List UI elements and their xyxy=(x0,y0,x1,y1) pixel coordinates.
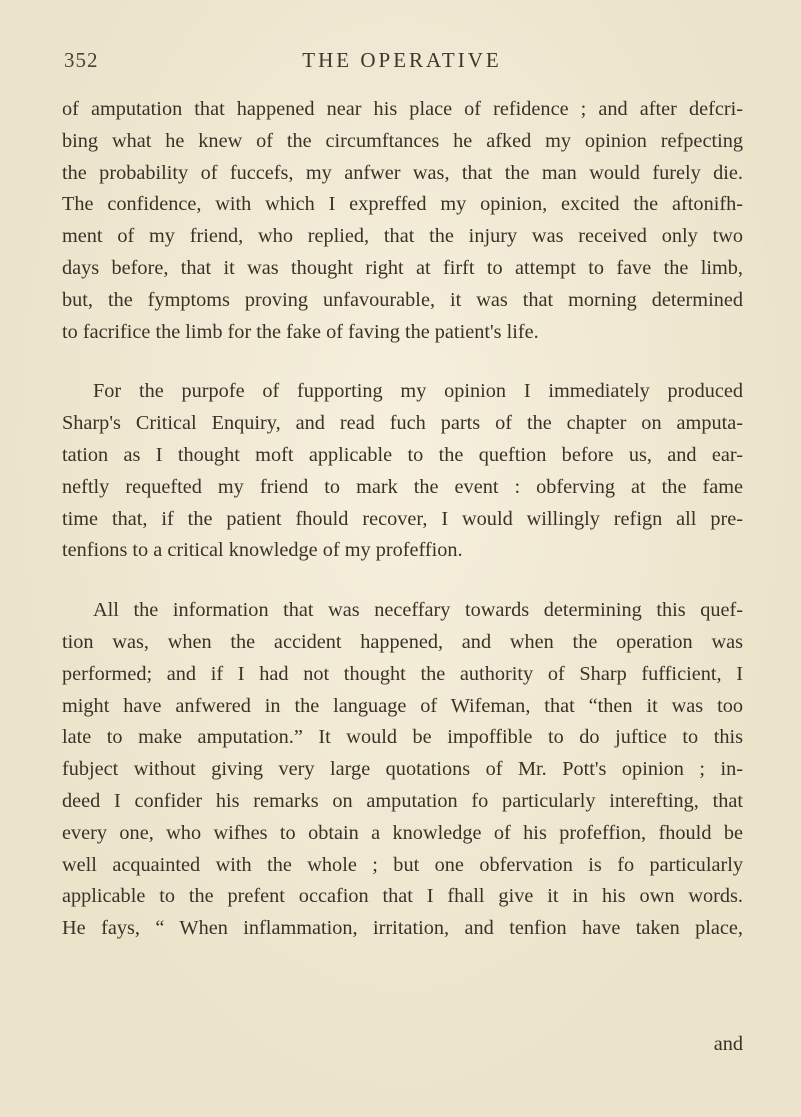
text-line: well acquainted with the whole ; but one obfervation is fo particularly xyxy=(62,853,743,876)
text-line: every one, who wifhes to obtain a knowledge of his profeffion, fhould be xyxy=(62,821,743,844)
text-line: late to make amputation.” It would be impoffible to do juftice to this xyxy=(62,726,743,749)
text-line: ment of my friend, who replied, that the injury was received only two xyxy=(62,225,743,248)
page-header xyxy=(62,48,742,82)
text-line: For the purpofe of fupporting my opinion I immediately produced xyxy=(93,380,743,403)
paragraph-3 xyxy=(62,595,743,945)
text-line: to facrifice the limb for the fake of faving the patient's life. xyxy=(62,320,539,343)
paragraph-2 xyxy=(62,376,743,567)
running-title: THE OPERATIVE xyxy=(302,48,502,72)
page-number: 352 xyxy=(64,48,99,72)
text-line: time that, if the patient fhould recover, I would willingly refign all pre- xyxy=(62,507,743,530)
catchword: and xyxy=(713,1033,743,1055)
text-line: Sharp's Critical Enquiry, and read fuch parts of the chapter on amputa- xyxy=(62,412,743,435)
text-line: tenfions to a critical knowledge of my profeffion. xyxy=(62,539,463,562)
text-line: performed; and if I had not thought the authority of Sharp fufficient, I xyxy=(62,662,743,685)
text-line: neftly requefted my friend to mark the event : obferving at the fame xyxy=(62,475,743,498)
text-line: the probability of fuccefs, my anfwer was, that the man would furely die. xyxy=(62,161,743,184)
text-line: He fays, “ When inflammation, irritation, and tenfion have taken place, xyxy=(62,917,743,940)
body-text xyxy=(62,94,743,945)
text-line: The confidence, with which I expreffed my opinion, excited the aftonifh- xyxy=(62,193,743,216)
text-line: tion was, when the accident happened, and when the operation was xyxy=(62,630,743,653)
text-line: fubject without giving very large quotations of Mr. Pott's opinion ; in- xyxy=(62,758,743,781)
paragraph-spacer xyxy=(62,348,743,376)
text-line: but, the fymptoms proving unfavourable, it was that morning determined xyxy=(62,288,743,311)
text-line: might have anfwered in the language of Wifeman, that “then it was too xyxy=(62,694,743,717)
paragraph-1 xyxy=(62,94,743,348)
text-line: applicable to the prefent occafion that I fhall give it in his own words. xyxy=(62,885,743,908)
paragraph-spacer xyxy=(62,567,743,595)
text-line: deed I confider his remarks on amputation fo particularly interefting, that xyxy=(62,789,743,812)
text-line: days before, that it was thought right at firft to attempt to fave the limb, xyxy=(62,256,743,279)
text-line: of amputation that happened near his place of refidence ; and after defcri- xyxy=(62,98,743,120)
text-line: tation as I thought moft applicable to the queftion before us, and ear- xyxy=(62,443,743,466)
text-line: All the information that was neceffary towards determining this quef- xyxy=(93,599,743,622)
text-line: bing what he knew of the circumftances he afked my opinion refpecting xyxy=(62,129,743,152)
